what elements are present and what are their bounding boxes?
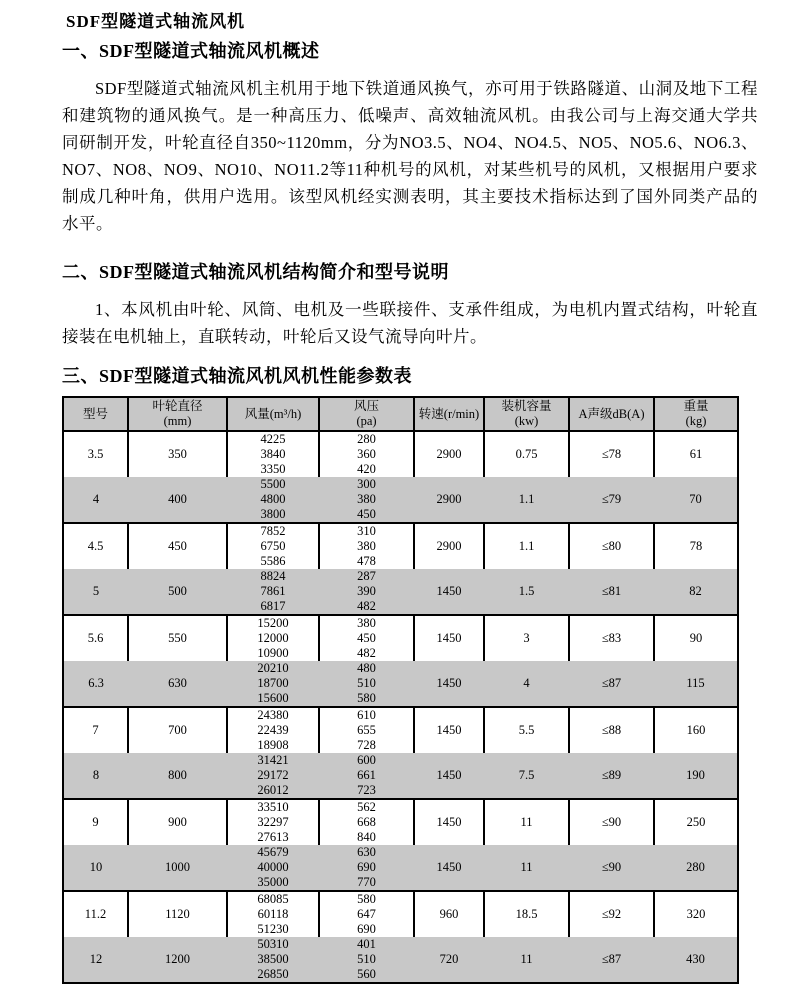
- cell-airflow: [227, 845, 319, 891]
- cell-pressure-value: 647: [357, 907, 376, 921]
- cell-pressure-value: 482: [357, 646, 376, 660]
- cell-pressure: [319, 431, 414, 477]
- cell-installed-power: 4: [484, 661, 569, 707]
- cell-pressure-value: 600: [357, 753, 376, 767]
- cell-pressure-value: 380: [357, 492, 376, 506]
- cell-airflow-value: 27613: [257, 830, 289, 844]
- header-title: 叶轮直径: [152, 399, 203, 413]
- table-header-cell: [319, 397, 414, 431]
- cell-airflow-value: 4225: [260, 432, 286, 446]
- cell-installed-power: 18.5: [484, 891, 569, 937]
- cell-model: 8: [63, 753, 128, 799]
- cell-airflow-value: 18700: [257, 676, 289, 690]
- cell-pressure-value: 450: [357, 507, 376, 521]
- table-header-cell: [569, 397, 654, 431]
- cell-pressure-value: 420: [357, 462, 376, 476]
- table-header-cell: [128, 397, 227, 431]
- cell-pressure-value: 510: [357, 676, 376, 690]
- cell-pressure: [319, 661, 414, 707]
- cell-pressure: [319, 477, 414, 523]
- cell-airflow: [227, 661, 319, 707]
- cell-model: 5: [63, 569, 128, 615]
- cell-pressure-value: 380: [357, 616, 376, 630]
- cell-pressure: [319, 523, 414, 569]
- cell-pressure-value: 300: [357, 477, 376, 491]
- header-title: 风量(m³/h): [244, 406, 302, 421]
- cell-airflow-value: 50310: [257, 937, 289, 951]
- cell-installed-power: 1.1: [484, 523, 569, 569]
- cell-installed-power: 7.5: [484, 753, 569, 799]
- cell-impeller-diameter: 1200: [128, 937, 227, 983]
- header-unit: (kw): [514, 414, 539, 428]
- cell-impeller-diameter: 450: [128, 523, 227, 569]
- cell-airflow-value: 10900: [257, 646, 289, 660]
- cell-airflow-value: 24380: [257, 708, 289, 722]
- cell-installed-power: 5.5: [484, 707, 569, 753]
- cell-airflow: [227, 799, 319, 845]
- cell-pressure-value: 478: [357, 554, 376, 568]
- cell-airflow: [227, 707, 319, 753]
- cell-pressure-value: 580: [357, 892, 376, 906]
- cell-pressure-value: 280: [357, 432, 376, 446]
- cell-noise-level: ≤78: [569, 431, 654, 477]
- cell-impeller-diameter: 700: [128, 707, 227, 753]
- cell-noise-level: ≤79: [569, 477, 654, 523]
- cell-impeller-diameter: 800: [128, 753, 227, 799]
- cell-weight: 320: [654, 891, 738, 937]
- cell-pressure-value: 560: [357, 967, 376, 981]
- cell-pressure: [319, 615, 414, 661]
- cell-installed-power: 0.75: [484, 431, 569, 477]
- cell-noise-level: ≤90: [569, 845, 654, 891]
- cell-weight: 250: [654, 799, 738, 845]
- cell-impeller-diameter: 400: [128, 477, 227, 523]
- cell-installed-power: 1.1: [484, 477, 569, 523]
- table-header-row: [63, 397, 738, 431]
- cell-installed-power: 3: [484, 615, 569, 661]
- cell-airflow-value: 4800: [260, 492, 286, 506]
- cell-pressure-value: 840: [357, 830, 376, 844]
- cell-airflow-value: 45679: [257, 845, 289, 859]
- cell-speed: 1450: [414, 569, 484, 615]
- cell-pressure-value: 482: [357, 599, 376, 613]
- cell-pressure-value: 380: [357, 539, 376, 553]
- table-row: [63, 753, 738, 799]
- cell-weight: 70: [654, 477, 738, 523]
- cell-installed-power: 1.5: [484, 569, 569, 615]
- cell-pressure-value: 287: [357, 569, 376, 583]
- cell-pressure-value: 728: [357, 738, 376, 752]
- cell-airflow-value: 68085: [257, 892, 289, 906]
- cell-airflow: [227, 431, 319, 477]
- cell-speed: 960: [414, 891, 484, 937]
- cell-airflow-value: 5500: [260, 477, 286, 491]
- table-row: [63, 615, 738, 661]
- cell-airflow-value: 35000: [257, 875, 289, 889]
- cell-pressure-value: 360: [357, 447, 376, 461]
- cell-speed: 1450: [414, 661, 484, 707]
- cell-impeller-diameter: 1120: [128, 891, 227, 937]
- cell-weight: 430: [654, 937, 738, 983]
- cell-installed-power: 11: [484, 799, 569, 845]
- cell-pressure: [319, 937, 414, 983]
- cell-pressure: [319, 707, 414, 753]
- section-3-heading: 三、SDF型隧道式轴流风机风机性能参数表: [62, 366, 413, 386]
- table-row: [63, 891, 738, 937]
- table-header: [63, 397, 738, 431]
- cell-airflow-value: 33510: [257, 800, 289, 814]
- cell-pressure-value: 580: [357, 691, 376, 705]
- table-header-cell: [414, 397, 484, 431]
- cell-noise-level: ≤83: [569, 615, 654, 661]
- table-header-cell: [654, 397, 738, 431]
- cell-noise-level: ≤89: [569, 753, 654, 799]
- doc-title: SDF型隧道式轴流风机: [66, 12, 246, 31]
- cell-weight: 190: [654, 753, 738, 799]
- cell-airflow-value: 15200: [257, 616, 289, 630]
- cell-model: 5.6: [63, 615, 128, 661]
- cell-speed: 720: [414, 937, 484, 983]
- cell-noise-level: ≤90: [569, 799, 654, 845]
- cell-airflow-value: 29172: [257, 768, 289, 782]
- cell-pressure-value: 610: [357, 708, 376, 722]
- table-row: [63, 845, 738, 891]
- table-body: [63, 431, 738, 983]
- cell-model: 4: [63, 477, 128, 523]
- cell-pressure-value: 661: [357, 768, 376, 782]
- cell-speed: 1450: [414, 753, 484, 799]
- cell-weight: 78: [654, 523, 738, 569]
- cell-impeller-diameter: 900: [128, 799, 227, 845]
- table-header-cell: [227, 397, 319, 431]
- cell-weight: 61: [654, 431, 738, 477]
- cell-airflow: [227, 477, 319, 523]
- cell-speed: 1450: [414, 615, 484, 661]
- cell-airflow-value: 38500: [257, 952, 289, 966]
- cell-noise-level: ≤81: [569, 569, 654, 615]
- cell-airflow: [227, 891, 319, 937]
- cell-model: 12: [63, 937, 128, 983]
- table-row: [63, 937, 738, 983]
- cell-pressure-value: 690: [357, 922, 376, 936]
- cell-pressure-value: 770: [357, 875, 376, 889]
- cell-pressure-value: 630: [357, 845, 376, 859]
- cell-airflow-value: 22439: [257, 723, 289, 737]
- cell-pressure-value: 562: [357, 800, 376, 814]
- cell-weight: 90: [654, 615, 738, 661]
- header-unit: (kg): [685, 414, 707, 428]
- cell-impeller-diameter: 500: [128, 569, 227, 615]
- cell-speed: 2900: [414, 477, 484, 523]
- cell-pressure-value: 480: [357, 661, 376, 675]
- header-title: 装机容量: [501, 399, 552, 413]
- cell-airflow-value: 60118: [257, 907, 289, 921]
- table-header-cell: [63, 397, 128, 431]
- cell-airflow-value: 8824: [260, 569, 286, 583]
- cell-airflow-value: 12000: [257, 631, 289, 645]
- cell-weight: 82: [654, 569, 738, 615]
- table-header-cell: [484, 397, 569, 431]
- cell-speed: 1450: [414, 799, 484, 845]
- cell-airflow-value: 6817: [260, 599, 286, 613]
- cell-pressure-value: 450: [357, 631, 376, 645]
- cell-impeller-diameter: 550: [128, 615, 227, 661]
- header-title: 型号: [82, 406, 108, 421]
- cell-airflow-value: 31421: [257, 753, 289, 767]
- cell-noise-level: ≤92: [569, 891, 654, 937]
- cell-pressure-value: 510: [357, 952, 376, 966]
- cell-pressure: [319, 753, 414, 799]
- cell-pressure: [319, 569, 414, 615]
- cell-model: 9: [63, 799, 128, 845]
- cell-pressure: [319, 891, 414, 937]
- table-row: [63, 431, 738, 477]
- cell-model: 6.3: [63, 661, 128, 707]
- header-unit: (pa): [356, 414, 377, 428]
- cell-impeller-diameter: 630: [128, 661, 227, 707]
- table-row: [63, 799, 738, 845]
- cell-airflow-value: 26012: [257, 783, 289, 797]
- cell-speed: 1450: [414, 845, 484, 891]
- table-row: [63, 661, 738, 707]
- cell-airflow-value: 5586: [260, 554, 286, 568]
- cell-noise-level: ≤87: [569, 661, 654, 707]
- table-row: [63, 569, 738, 615]
- cell-installed-power: 11: [484, 845, 569, 891]
- table-row: [63, 477, 738, 523]
- cell-airflow-value: 3350: [260, 462, 286, 476]
- section-1-heading: 一、SDF型隧道式轴流风机概述: [62, 41, 320, 61]
- cell-airflow: [227, 523, 319, 569]
- cell-pressure-value: 668: [357, 815, 376, 829]
- cell-pressure-value: 390: [357, 584, 376, 598]
- cell-airflow-value: 3800: [260, 507, 286, 521]
- table-row: [63, 523, 738, 569]
- cell-model: 11.2: [63, 891, 128, 937]
- header-title: 风压: [353, 399, 379, 413]
- cell-speed: 1450: [414, 707, 484, 753]
- cell-airflow-value: 6750: [260, 539, 286, 553]
- table-row: [63, 707, 738, 753]
- cell-pressure: [319, 799, 414, 845]
- cell-model: 7: [63, 707, 128, 753]
- cell-noise-level: ≤88: [569, 707, 654, 753]
- cell-airflow: [227, 753, 319, 799]
- cell-pressure-value: 690: [357, 860, 376, 874]
- cell-speed: 2900: [414, 523, 484, 569]
- cell-impeller-diameter: 350: [128, 431, 227, 477]
- cell-noise-level: ≤87: [569, 937, 654, 983]
- cell-model: 10: [63, 845, 128, 891]
- cell-airflow: [227, 569, 319, 615]
- cell-weight: 115: [654, 661, 738, 707]
- cell-airflow-value: 18908: [257, 738, 289, 752]
- cell-pressure-value: 655: [357, 723, 376, 737]
- cell-weight: 160: [654, 707, 738, 753]
- fan-performance-table: [62, 396, 739, 984]
- cell-airflow-value: 7861: [260, 584, 286, 598]
- cell-pressure-value: 310: [357, 524, 376, 538]
- section-2-heading: 二、SDF型隧道式轴流风机结构简介和型号说明: [62, 262, 450, 282]
- cell-airflow-value: 51230: [257, 922, 289, 936]
- cell-impeller-diameter: 1000: [128, 845, 227, 891]
- cell-weight: 280: [654, 845, 738, 891]
- cell-pressure: [319, 845, 414, 891]
- cell-model: 3.5: [63, 431, 128, 477]
- cell-noise-level: ≤80: [569, 523, 654, 569]
- cell-airflow: [227, 615, 319, 661]
- cell-pressure-value: 723: [357, 783, 376, 797]
- cell-airflow-value: 20210: [257, 661, 289, 675]
- section-1-paragraph: SDF型隧道式轴流风机主机用于地下铁道通风换气，亦可用于铁路隧道、山洞及地下工程和建筑物的通风换气。是一种高压力、低噪声、高效轴流风机。由我公司与上海交通大学共同研制开发，叶轮直径自350~1120mm，分为NO3.5、NO4、NO4.5、NO5、NO5.6、NO6.3、NO7、NO8、NO9、NO10、NO11.2等11种机号的风机，对某些机号的风机，又根据用户要求制成几种叶角，供用户选用。该型风机经实测表明，其主要技术指标达到了国外同类产品的水平。: [62, 79, 758, 233]
- section-2-paragraph: 1、本风机由叶轮、风筒、电机及一些联接件、支承件组成，为电机内置式结构，叶轮直接装在电机轴上，直联转动，叶轮后又设气流导向叶片。: [62, 300, 758, 346]
- cell-airflow-value: 26850: [257, 967, 289, 981]
- cell-airflow-value: 32297: [257, 815, 289, 829]
- cell-installed-power: 11: [484, 937, 569, 983]
- cell-pressure-value: 401: [357, 937, 376, 951]
- cell-airflow-value: 7852: [260, 524, 286, 538]
- header-unit: (mm): [163, 414, 192, 428]
- header-title: 转速(r/min): [418, 406, 480, 421]
- cell-speed: 2900: [414, 431, 484, 477]
- header-title: 重量: [683, 399, 709, 413]
- cell-model: 4.5: [63, 523, 128, 569]
- cell-airflow-value: 3840: [260, 447, 286, 461]
- cell-airflow-value: 40000: [257, 860, 289, 874]
- cell-airflow-value: 15600: [257, 691, 289, 705]
- cell-airflow: [227, 937, 319, 983]
- header-title: A声级dB(A): [578, 406, 645, 421]
